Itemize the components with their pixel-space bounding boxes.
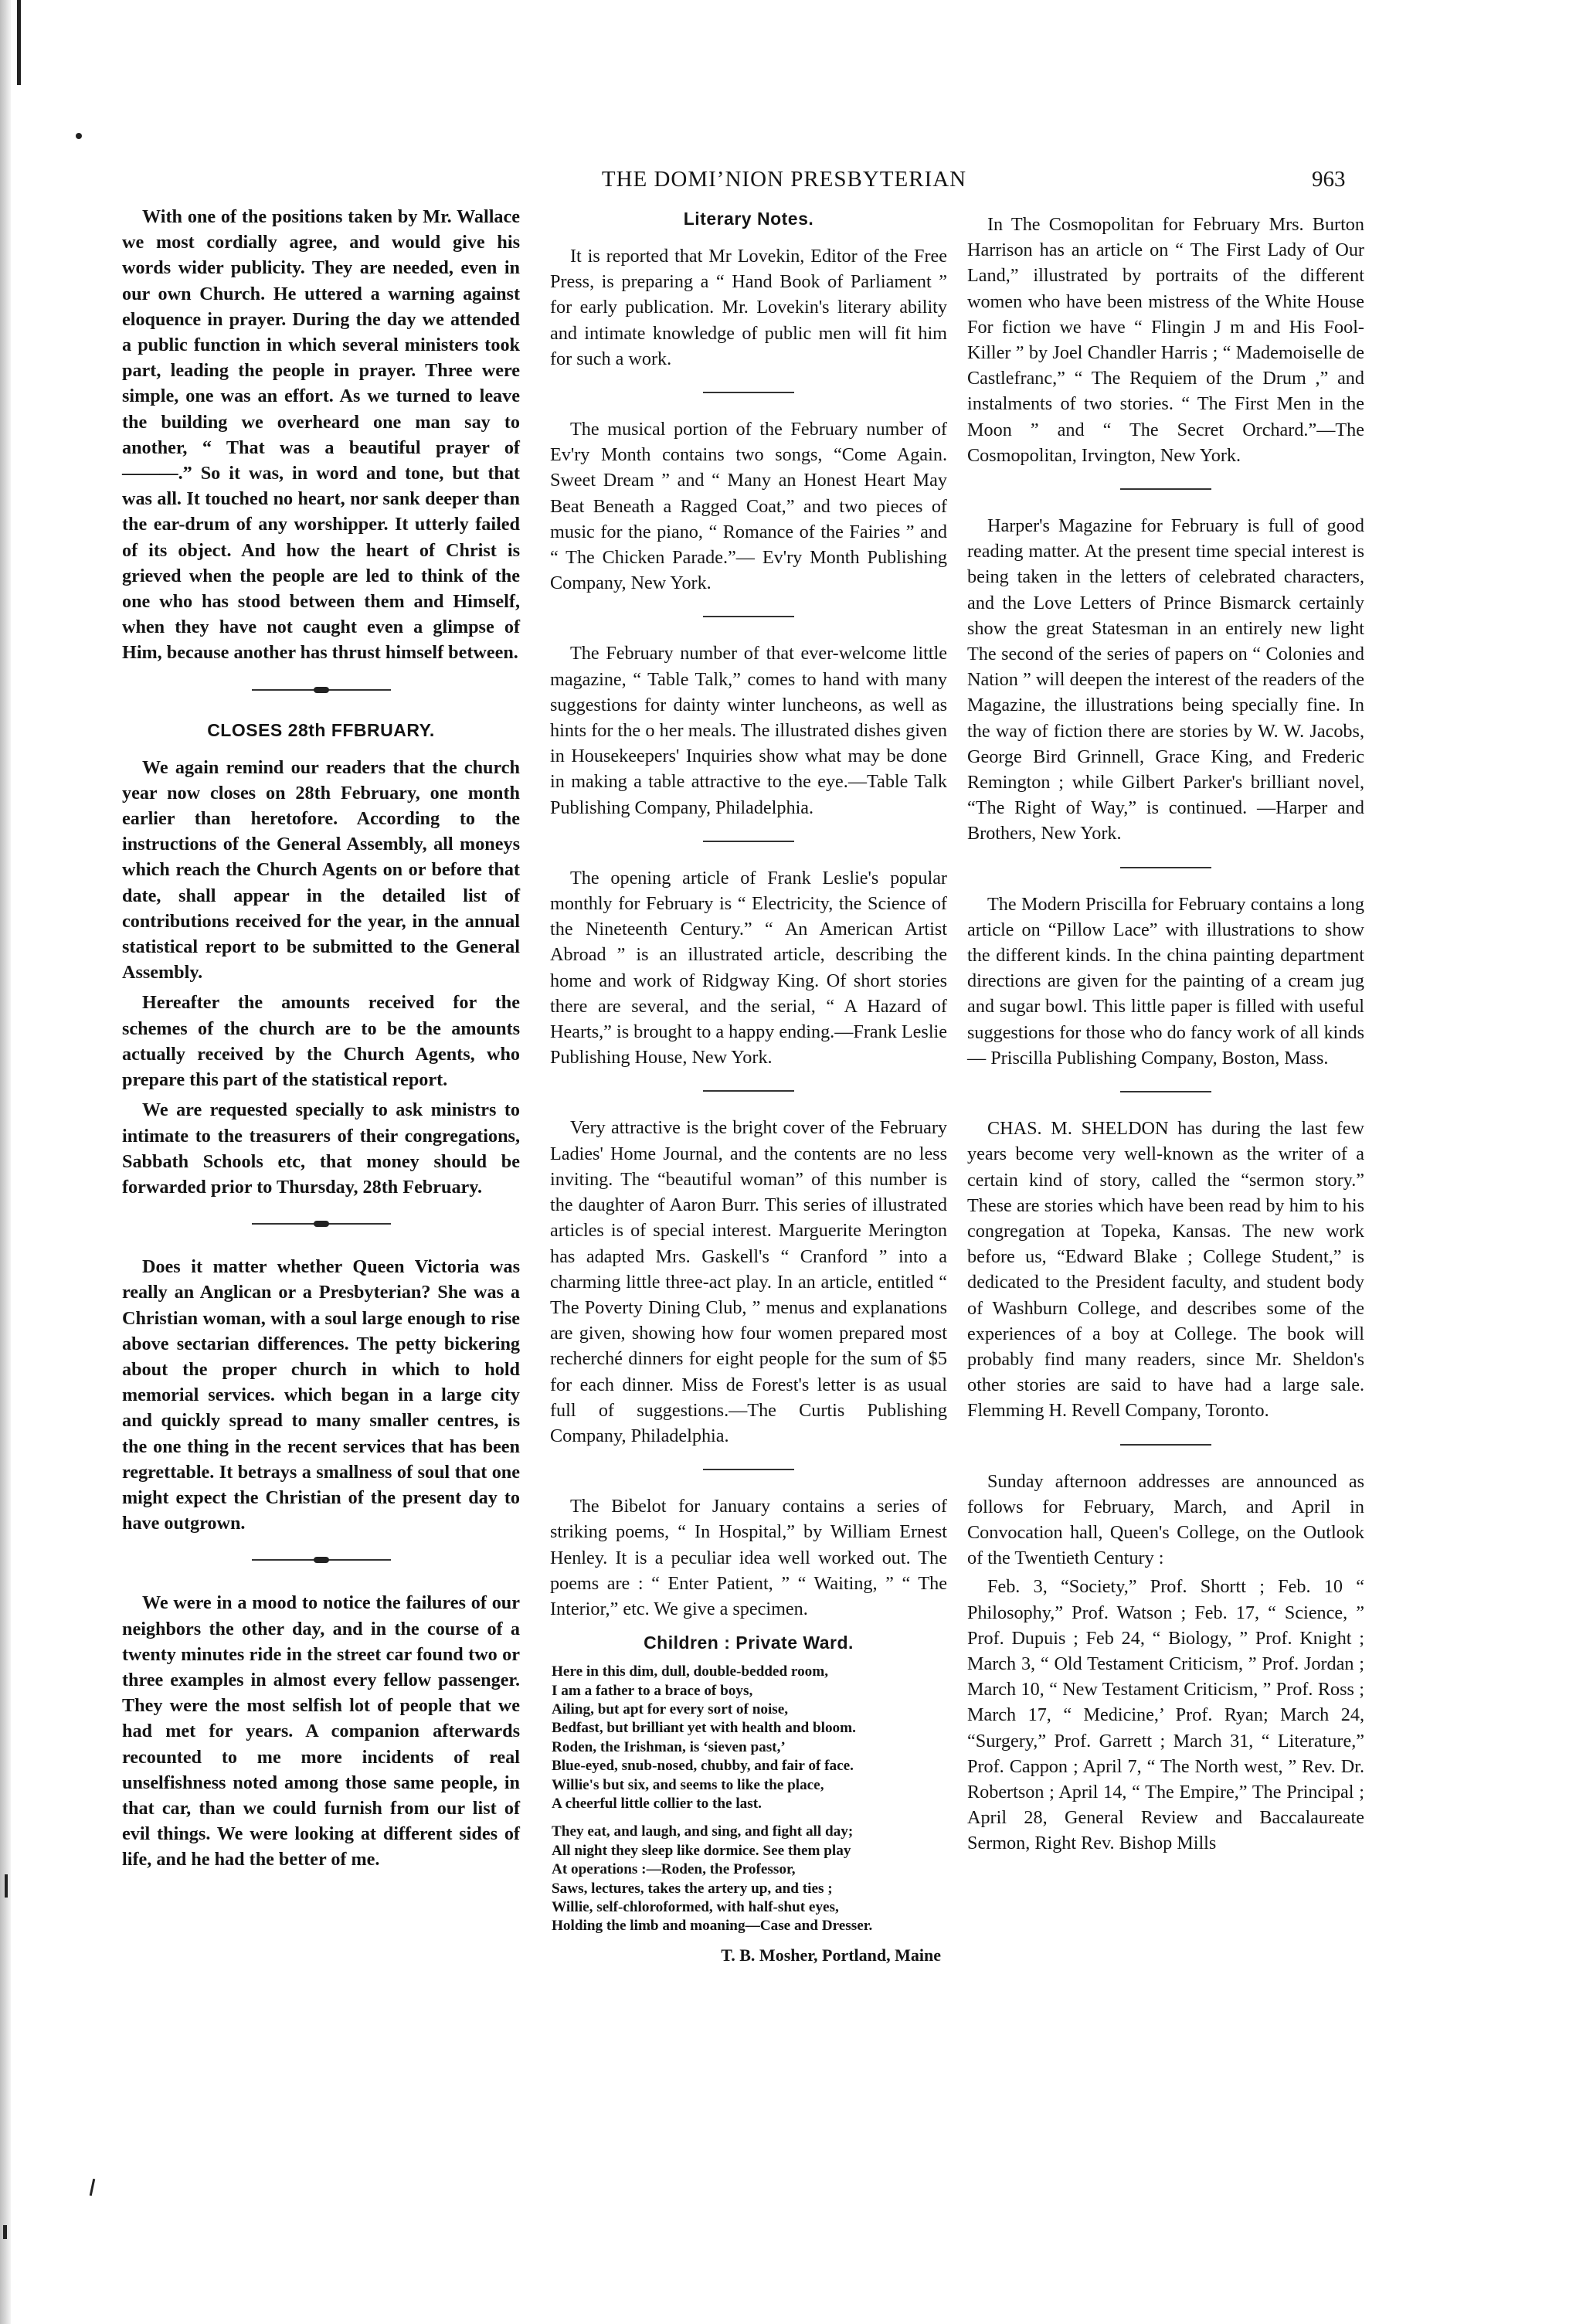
section-divider <box>252 689 391 691</box>
poem-line: Willie's but six, and seems to like the place, <box>552 1776 824 1793</box>
editorial-paragraph: We again remind our readers that the church year now closes on 28th February, one month earlier than heretofore. According to the instructions of the General Assembly, all moneys which reach the Church Agents on or before that date, shall appear in the detailed list of contributions received for the year, in the annual statistical report to be submitted to the General Assembly. <box>122 756 520 984</box>
article-divider <box>703 616 794 617</box>
poem-line: Bedfast, but brilliant yet with health and bloom. <box>552 1720 856 1737</box>
article-paragraph: Very attractive is the bright cover of the February Ladies' Home Journal, and the contents are no less inviting. The “beautiful woman” of this number is the daughter of Aaron Burr. This series of illustrated articles is of special interest. Marguerite Merington has adapted Mrs. Gaskell's “ Cranford ” into a charming little three-act play. In an article, entitled “ The Poverty Dining Club, ” menus and explanations are given, showing how four women prepared most recherché dinners for eight people for the sum of $5 for each dinner. Miss de Forest's letter is as usual full of suggestions.—The Curtis Publishing Company, Philadelphia. <box>550 1117 947 1446</box>
poem-line: Holding the limb and moaning—Case and Dresser. <box>552 1918 873 1935</box>
poem-stanza <box>552 1663 947 1813</box>
poem-line: Willie, self-chloroformed, with half-shut eyes, <box>552 1899 839 1916</box>
poem-line: Ailing, but apt for every sort of noise, <box>552 1701 789 1718</box>
editorial-paragraph: Does it matter whether Queen Victoria was really an Anglican or a Presbyterian? She was a Christian woman, with a soul large enough to rise above sectarian differences. The petty bickering about the proper church in which to hold memorial services. which began in a large city and quickly spread to many smaller centres, is the one thing in the recent services that has been regrettable. It betrays a smallness of soul that one might expect the Christian of the present day to have outgrown. <box>122 1256 520 1534</box>
scan-margin-mark <box>3 2225 7 2239</box>
article-paragraph: Harper's Magazine for February is full of good reading matter. At the present time special interest is being taken in the letters of celebrated characters, and the Love Letters of Prince Bismarck certainly show the great Statesman in an entirely new light The second of the series of papers on “ Colonies and Nation ” will deepen the interest of the readers of the Magazine, the illustrations being specially fine. In the way of fiction there are stories by W. W. Jacobs, George Bird Grinnell, Grace King, and Frederic Remington ; while Gilbert Parker's brilliant novel, “The Right of Way,” is continued. —Harper and Brothers, New York. <box>967 515 1364 844</box>
article-paragraph: Sunday afternoon addresses are announced as follows for February, March, and April in Convocation hall, Queen's College, on the Outlook of the Twentieth Century : <box>967 1470 1364 1569</box>
poem-line: Roden, the Irishman, is ‘sieven past,’ <box>552 1738 786 1755</box>
poem-line: They eat, and laugh, and sing, and fight all day; <box>552 1823 854 1840</box>
poem-attribution: T. B. Mosher, Portland, Maine <box>721 1945 941 1965</box>
poem-line: I am a father to a brace of boys, <box>552 1682 753 1699</box>
article-divider <box>703 1469 794 1470</box>
poem-line: Saws, lectures, takes the artery up, and ties ; <box>552 1880 833 1897</box>
poem-stanza <box>552 1823 947 1935</box>
scan-left-edge <box>0 0 11 2324</box>
article-paragraph: CHAS. M. SHELDON has during the last few years become very well-known as the writer of a certain kind of story, called the “sermon story.” These are stories which have been read by him to his congregation at Topeka, Kansas. The new work before us, “Edward Blake ; College Student,” is dedicated to the President faculty, and student body of Washburn College, and describes some of the experiences of a boy at College. The book will probably find many readers, since Mr. Sheldon's other stories are said to have had a large sale. Flemming H. Revell Company, Toronto. <box>967 1118 1364 1422</box>
column-literary-notes <box>550 204 947 1966</box>
article-paragraph: The February number of that ever-welcome little magazine, “ Table Talk,” comes to hand with many suggestions for dainty winter luncheons, as well as hints for the o her meals. The illustrated dishes given in Housekeepers' Inquiries show what may be done in making a table attractive to the eye.—Table Talk Publishing Company, Philadelphia. <box>550 643 947 818</box>
poem-line: At operations :—Roden, the Professor, <box>552 1861 796 1878</box>
editorial-paragraph: We are requested specially to ask ministrs to intimate to the treasurers of their congregations, Sabbath Schools etc, that money should be forwarded prior to Thursday, 28th February. <box>122 1099 520 1198</box>
poem-title: Children : Private Ward. <box>644 1633 854 1653</box>
section-heading: CLOSES 28th FFBRUARY. <box>207 719 435 740</box>
section-divider <box>252 1559 391 1561</box>
editorial-paragraph: We were in a mood to notice the failures of our neighbors the other day, and in the course of a twenty minutes ride in the street car found two or three examples in almost every fellow passenger. They were the most selfish lot of people that we had met for years. A companion afterwards recounted to me more incidents of real unselfishness noted among those same people, in that car, than we could furnish from our list of evil things. We were looking at different sides of life, and he had the better of me. <box>122 1592 520 1870</box>
article-divider <box>1120 867 1211 868</box>
article-paragraph: The opening article of Frank Leslie's popular monthly for February is “ Electricity, the Science of the Nineteenth Century.” “ An American Artist Abroad ” is an illustrated article, describing the home and work of Ridgway King. Of short stories there are several, and the serial, “ A Hazard of Hearts,” is brought to a happy ending.—Frank Leslie Publishing House, New York. <box>550 867 947 1069</box>
column-reviews <box>967 204 1364 1877</box>
article-divider <box>703 841 794 842</box>
article-paragraph: It is reported that Mr Lovekin, Editor of the Free Press, is preparing a “ Hand Book of Parliament ” for early publication. Mr. Lovekin's literary ability and intimate knowledge of public men will fit him for such a work. <box>550 246 947 369</box>
column-editorial <box>122 204 520 1893</box>
article-divider <box>1120 1444 1211 1446</box>
article-paragraph: Feb. 3, “Society,” Prof. Shortt ; Feb. 10 “ Philosophy,” Prof. Watson ; Feb. 17, “ Science, ” Prof. Dupuis ; Feb 24, “ Biology, ” Prof. Knight ; March 3, “ Old Testament Criticism, ” Prof. Jordan ; March 10, “ New Testament Criticism, ” Prof. Ross ; March 17, “ Medicine,’ Prof. Ryan; March 24, “Surgery,” Prof. Garrett ; March 31, “ Literature,” Prof. Cappon ; April 7, “ The North west, ” Rev. Dr. Robertson ; April 14, “ The Empire,” The Principal ; April 28, General Review and Baccalaureate Sermon, Right Rev. Bishop Mills <box>967 1576 1364 1854</box>
scan-margin-mark <box>5 1874 8 1898</box>
article-divider <box>1120 488 1211 490</box>
article-paragraph: In The Cosmopolitan for February Mrs. Burton Harrison has an article on “ The First Lady of Our Land,” illustrated by portraits of the different women who have been mistress of the White House For fiction we have “ Flingin J m and His Fool-Killer ” by Joel Chandler Harris ; “ Mademoiselle de Castlefranc,” “ The Requiem of the Drum ,” and instalments of two stories. “ The First Men in the Moon ” and “ The Secret Orchard.”—The Cosmopolitan, Irvington, New York. <box>967 214 1364 466</box>
poem-line: Blue-eyed, snub-nosed, chubby, and fair of face. <box>552 1758 854 1775</box>
article-paragraph: The Bibelot for January contains a series of striking poems, “ In Hospital,” by William Ernest Henley. It is a peculiar idea well worked out. The poems are : “ Enter Patient, ” “ Waiting, ” “ The Interior,” etc. We give a specimen. <box>550 1496 947 1619</box>
article-paragraph: The Modern Priscilla for February contains a long article on “Pillow Lace” with illustrations to show the different kinds. In the china painting department directions are given for the painting of a cream jug and sugar bowl. This little paper is filled with useful suggestions for those who do fancy work of all kinds — Priscilla Publishing Company, Boston, Mass. <box>967 893 1364 1069</box>
scan-margin-line <box>17 0 21 85</box>
poem-line: All night they sleep like dormice. See them play <box>552 1842 851 1859</box>
poem-line: Here in this dim, dull, double-bedded room, <box>552 1663 829 1680</box>
section-heading: Literary Notes. <box>683 209 814 229</box>
page-number: 963 <box>1312 167 1346 192</box>
poem <box>552 1663 947 1936</box>
article-divider <box>703 392 794 393</box>
poem-line: A cheerful little collier to the last. <box>552 1795 762 1812</box>
article-paragraph: The musical portion of the February number of Ev'ry Month contains two songs, “Come Again. Sweet Dream ” and “ Many an Honest Heart May Beat Beneath a Ragged Coat,” and two pieces of music for the piano, “ Romance of the Fairies ” and “ The Chicken Parade.”— Ev'ry Month Publishing Company, New York. <box>550 419 947 594</box>
masthead-title: THE DOMI’NION PRESBYTERIAN <box>601 167 967 192</box>
editorial-paragraph: With one of the positions taken by Mr. Wallace we most cordially agree, and would give his words wider publicity. They are needed, even in our own Church. He uttered a warning against eloquence in prayer. During the day we attended a public function in which several ministers took part, leading the people in prayer. Three were simple, one was an effort. As we turned to leave the building we overheard one man say to another, “ That was a beautiful prayer of ———.” So it was, in word and tone, but that was all. It touched no heart, nor sank deeper than the ear-drum of any worshipper. It utterly failed of its object. And how the heart of Christ is grieved when the people are led to think of the one who has stood between them and Himself, when they have not caught even a glimpse of Him, because another has thrust himself between. <box>122 206 520 664</box>
scan-speck <box>76 133 82 139</box>
scan-margin-mark <box>90 2179 96 2196</box>
article-divider <box>703 1090 794 1092</box>
editorial-paragraph: Hereafter the amounts received for the schemes of the church are to be the amounts actually received by the Church Agents, who prepare this part of the statistical report. <box>122 992 520 1091</box>
section-divider <box>252 1223 391 1225</box>
article-divider <box>1120 1091 1211 1092</box>
